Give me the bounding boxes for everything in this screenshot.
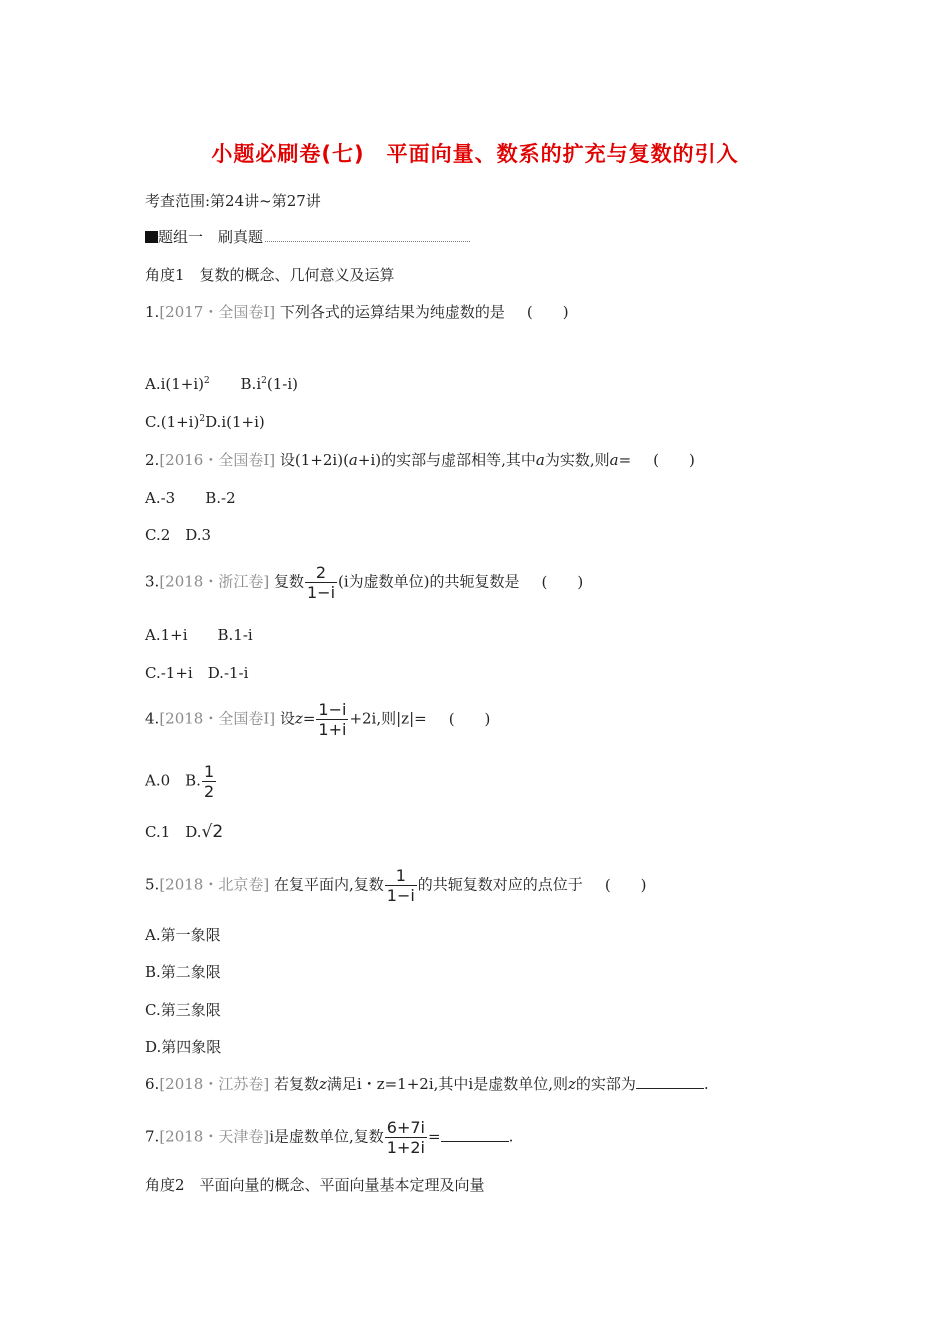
question-5: 5.[2018・北京卷] 在复平面内,复数 $\frac{1}{1-i}$ 的共轭复数对应的点位于 ( ) bbox=[145, 866, 647, 905]
question-number: 4. bbox=[145, 709, 160, 728]
question-source: [2018・江苏卷] bbox=[159, 1075, 270, 1093]
question-number: 5. bbox=[145, 875, 160, 894]
fraction: $\frac{1}{2}$ bbox=[203, 762, 215, 801]
question-source: [2018・天津卷] bbox=[159, 1127, 270, 1146]
option-b: B.第二象限 bbox=[145, 963, 221, 981]
scope-line: 考查范围:第24讲~第27讲 bbox=[145, 192, 321, 210]
section-heading-angle2: 角度2 平面向量的概念、平面向量基本定理及向量 bbox=[145, 1176, 485, 1194]
answer-paren: ( ) bbox=[604, 875, 647, 894]
answer-paren: ( ) bbox=[541, 572, 584, 591]
fraction: $\frac{1-i}{1+i}$ bbox=[318, 700, 347, 739]
answer-paren: ( ) bbox=[526, 303, 569, 321]
answer-blank[interactable] bbox=[636, 1074, 704, 1089]
question-7: 7.[2018・天津卷]i是虚数单位,复数 $\frac{6+7i}{1+2i}$ = . bbox=[145, 1118, 514, 1157]
options-cd: C.1 D.√2 bbox=[145, 822, 224, 842]
question-2: 2.[2016・全国卷Ⅰ] 设(1+2i)(a+i)的实部与虚部相等,其中a为实数,则a= ( ) bbox=[145, 451, 695, 469]
question-3: 3.[2018・浙江卷] 复数 $\frac{2}{1-i}$ (i为虚数单位)的共轭复数是 ( ) bbox=[145, 563, 584, 602]
fraction: $\frac{1}{1-i}$ bbox=[386, 866, 415, 905]
options-ab: A.1+i B.1-i bbox=[145, 626, 253, 644]
question-6: 6.[2018・江苏卷] 若复数z满足i・z=1+2i,其中i是虚数单位,则z的实部为 . bbox=[145, 1075, 709, 1093]
square-bullet-icon bbox=[145, 231, 158, 243]
answer-paren: ( ) bbox=[448, 709, 491, 728]
question-4: 4.[2018・全国卷Ⅰ] 设z= $\frac{1-i}{1+i}$ +2i,则|z|= ( ) bbox=[145, 700, 491, 739]
options-ab bbox=[145, 374, 298, 394]
question-source: [2018・北京卷] bbox=[159, 875, 270, 894]
options-cd: C.2 D.3 bbox=[145, 526, 212, 544]
sqrt-value: √2 bbox=[201, 822, 224, 842]
answer-paren: ( ) bbox=[653, 451, 695, 469]
question-number: 1. bbox=[145, 303, 160, 321]
options-ab: A.0 B. $\frac{1}{2}$ bbox=[145, 762, 215, 801]
option-a: $A.i(1+i)^2$ bbox=[145, 375, 210, 393]
fraction: $\frac{6+7i}{1+2i}$ bbox=[386, 1118, 425, 1157]
option-c: C.第三象限 bbox=[145, 1001, 221, 1019]
option-d: D.第四象限 bbox=[145, 1038, 222, 1056]
fraction: $\frac{2}{1-i}$ bbox=[307, 563, 336, 602]
options-cd bbox=[145, 412, 265, 432]
option-a: A.第一象限 bbox=[145, 926, 221, 944]
answer-blank[interactable] bbox=[441, 1127, 509, 1142]
question-text: 下列各式的运算结果为纯虚数的是 bbox=[279, 303, 505, 321]
section-heading-angle1: 角度1 复数的概念、几何意义及运算 bbox=[145, 266, 395, 284]
question-1 bbox=[145, 302, 569, 322]
group-header bbox=[145, 227, 470, 247]
option-d: D.i(1+i) bbox=[205, 413, 265, 431]
question-number: 3. bbox=[145, 572, 160, 591]
question-source: [2018・全国卷Ⅰ] bbox=[159, 709, 276, 728]
question-source: [2017・全国卷Ⅰ] bbox=[159, 303, 276, 321]
group-label: 题组一 刷真题 bbox=[158, 228, 264, 246]
option-b: $B.i^2(1-i)$ bbox=[240, 375, 298, 393]
question-number: 2. bbox=[145, 451, 160, 469]
options-cd: C.-1+i D.-1-i bbox=[145, 664, 249, 682]
question-number: 7. bbox=[145, 1127, 160, 1146]
question-number: 6. bbox=[145, 1075, 160, 1093]
option-c: $C.(1+i)^2$ bbox=[145, 413, 206, 431]
question-source: [2016・全国卷Ⅰ] bbox=[159, 451, 276, 469]
question-source: [2018・浙江卷] bbox=[159, 572, 270, 591]
page-title: 小题必刷卷(七) 平面向量、数系的扩充与复数的引入 bbox=[211, 142, 739, 166]
dotted-leader bbox=[265, 230, 470, 242]
options-ab: A.-3 B.-2 bbox=[145, 489, 236, 507]
